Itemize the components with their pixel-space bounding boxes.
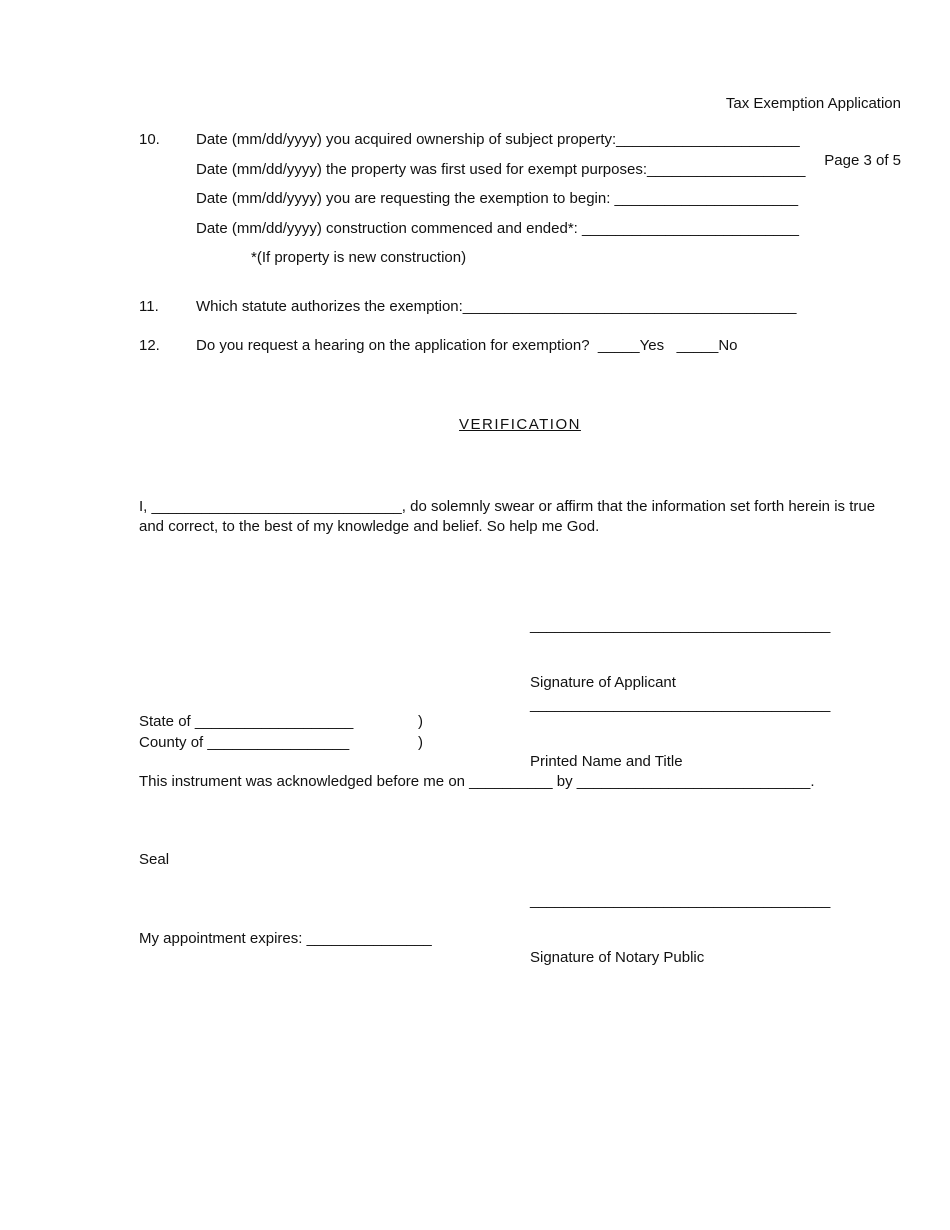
- form-title: Tax Exemption Application: [725, 95, 901, 112]
- hearing-request-line[interactable]: Do you request a hearing on the application for exemption? _____Yes _____No: [196, 337, 738, 354]
- state-line[interactable]: State of ___________________: [139, 713, 354, 730]
- verification-heading: VERIFICATION: [459, 416, 581, 433]
- state-paren: ): [418, 713, 423, 730]
- seal-label: Seal: [139, 851, 170, 868]
- county-paren: ): [418, 734, 423, 751]
- printed-name-block: [530, 657, 830, 790]
- notary-signature-block: [530, 853, 830, 986]
- acknowledgment-line[interactable]: This instrument was acknowledged before me on __________ by ____________________________.: [139, 773, 815, 790]
- question-10-number: 10.: [139, 131, 160, 148]
- applicant-signature-line[interactable]: ____________________________________: [530, 617, 831, 634]
- statute-line[interactable]: Which statute authorizes the exemption:________________________________________: [196, 298, 797, 315]
- verification-statement[interactable]: I, ______________________________, do solemnly swear or affirm that the information set forth herein is true and correct, to the best of my knowledge and belief. So help me God.: [139, 498, 876, 535]
- page-number: Page 3 of 5: [824, 152, 901, 169]
- question-11-number: 11.: [139, 298, 159, 315]
- construction-date-line[interactable]: Date (mm/dd/yyyy) construction commenced and ended*: __________________________: [196, 220, 799, 237]
- exemption-begin-date-line[interactable]: Date (mm/dd/yyyy) you are requesting the exemption to begin: ______________________: [196, 190, 799, 207]
- notary-signature-line[interactable]: ____________________________________: [530, 892, 831, 909]
- county-line[interactable]: County of _________________: [139, 734, 350, 751]
- notary-signature-label: Signature of Notary Public: [530, 949, 705, 966]
- appointment-expires-line[interactable]: My appointment expires: _______________: [139, 930, 432, 947]
- applicant-signature-label: Signature of Applicant: [530, 674, 676, 691]
- printed-name-label: Printed Name and Title: [530, 753, 683, 770]
- acquired-date-line[interactable]: Date (mm/dd/yyyy) you acquired ownership of subject property:______________________: [196, 131, 800, 148]
- exempt-use-date-line[interactable]: Date (mm/dd/yyyy) the property was first used for exempt purposes:___________________: [196, 161, 806, 178]
- printed-name-line[interactable]: ____________________________________: [530, 696, 831, 713]
- question-12-number: 12.: [139, 337, 160, 354]
- construction-note: *(If property is new construction): [251, 249, 467, 266]
